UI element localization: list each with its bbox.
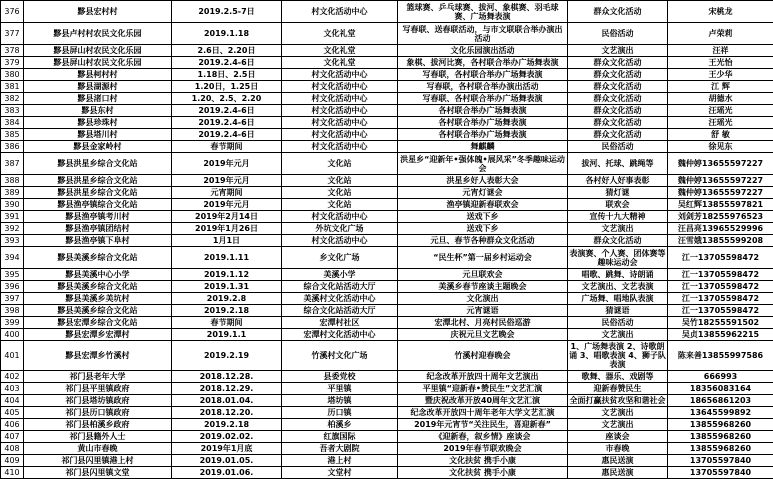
table-row bbox=[1, 153, 773, 175]
content-cell: 纪念改革开放四十周年老年大学文艺汇演 bbox=[398, 407, 568, 419]
contact-cell: 徐见东 bbox=[668, 141, 773, 153]
content-cell: “民生杯”第一届乡村运动会 bbox=[398, 247, 568, 269]
table-row bbox=[1, 383, 773, 395]
table-row bbox=[1, 341, 773, 371]
date-cell: 2.6日、2.20日 bbox=[172, 45, 282, 57]
activity-type-cell: 联欢会 bbox=[568, 199, 668, 211]
organizer-cell: 黟县屏山村农民文化乐园 bbox=[24, 45, 172, 57]
organizer-cell: 黟县宏潭乡综合文化站 bbox=[24, 317, 172, 329]
row-number: 400 bbox=[1, 329, 24, 341]
organizer-cell: 黟县美溪乡美坑村 bbox=[24, 293, 172, 305]
row-number: 395 bbox=[1, 269, 24, 281]
date-cell: 2018.12.20. bbox=[172, 407, 282, 419]
contact-cell: 18656861203 bbox=[668, 395, 773, 407]
contact-cell: 吴红辉13855597821 bbox=[668, 199, 773, 211]
date-cell: 2019.2.18 bbox=[172, 419, 282, 431]
table-row bbox=[1, 199, 773, 211]
content-cell: 各村联合举办广场舞表演 bbox=[398, 105, 568, 117]
venue-cell: 文化礼堂 bbox=[282, 23, 398, 45]
row-number: 385 bbox=[1, 129, 24, 141]
row-number: 407 bbox=[1, 431, 24, 443]
contact-cell: 江一13705598472 bbox=[668, 281, 773, 293]
organizer-cell: 黟县渔亭镇下阜村 bbox=[24, 235, 172, 247]
table-row bbox=[1, 57, 773, 69]
content-cell: 文化扶贫 携手小康 bbox=[398, 455, 568, 467]
row-number: 393 bbox=[1, 235, 24, 247]
organizer-cell: 黟县湖源村 bbox=[24, 81, 172, 93]
activity-type-cell: 群众文化活动 bbox=[568, 105, 668, 117]
activity-type-cell: 群众文化活动 bbox=[568, 69, 668, 81]
venue-cell: 塔坊镇 bbox=[282, 395, 398, 407]
row-number: 386 bbox=[1, 141, 24, 153]
date-cell: 2019.2.4-6日 bbox=[172, 117, 282, 129]
row-number: 378 bbox=[1, 45, 24, 57]
date-cell: 2019.2.4-6日 bbox=[172, 105, 282, 117]
content-cell: 竹溪村迎春晚会 bbox=[398, 341, 568, 371]
organizer-cell: 祁门县老年大学 bbox=[24, 371, 172, 383]
row-number: 397 bbox=[1, 293, 24, 305]
table-row bbox=[1, 371, 773, 383]
activity-type-cell: 群众文化活动 bbox=[568, 1, 668, 23]
row-number: 406 bbox=[1, 419, 24, 431]
table-row bbox=[1, 23, 773, 45]
content-cell: 文化乐园演出活动 bbox=[398, 45, 568, 57]
row-number: 402 bbox=[1, 371, 24, 383]
table-row bbox=[1, 69, 773, 81]
organizer-cell: 黟县美溪乡综合文化站 bbox=[24, 281, 172, 293]
activity-type-cell: 文艺演出 bbox=[568, 419, 668, 431]
date-cell: 2018.01.04. bbox=[172, 395, 282, 407]
date-cell: 2019.2.19 bbox=[172, 341, 282, 371]
contact-cell: 汪雪娥13855599208 bbox=[668, 235, 773, 247]
activity-type-cell: 市春晚 bbox=[568, 443, 668, 455]
date-cell: 2019.01.06. bbox=[172, 467, 282, 479]
organizer-cell: 祁门县塔坊镇政府 bbox=[24, 395, 172, 407]
table-row bbox=[1, 187, 773, 199]
date-cell: 2019.1.18 bbox=[172, 23, 282, 45]
row-number: 409 bbox=[1, 455, 24, 467]
date-cell: 2018.12.29. bbox=[172, 383, 282, 395]
row-number: 392 bbox=[1, 223, 24, 235]
venue-cell: 外坑文化广场 bbox=[282, 223, 398, 235]
activity-type-cell: 民俗活动 bbox=[568, 317, 668, 329]
venue-cell: 平里镇 bbox=[282, 383, 398, 395]
organizer-cell: 黟县渔亭镇综合文化站 bbox=[24, 199, 172, 211]
content-cell: 2019年元宵节“关注民生，喜迎新春” bbox=[398, 419, 568, 431]
content-cell: 洪星乡“迎新年•强体魄•展风采”冬季趣味运动会 bbox=[398, 153, 568, 175]
activity-type-cell: 1、广场舞表演 2、诗歌朗诵 3、唱歌表演 4、狮子队表演 bbox=[568, 341, 668, 371]
venue-cell: 村文化活动中心 bbox=[282, 211, 398, 223]
date-cell: 2019.01.05. bbox=[172, 455, 282, 467]
row-number: 399 bbox=[1, 317, 24, 329]
table-row bbox=[1, 247, 773, 269]
date-cell: 1.18日、2.5日 bbox=[172, 69, 282, 81]
table-row bbox=[1, 129, 773, 141]
organizer-cell: 祁门县柏溪乡政府 bbox=[24, 419, 172, 431]
content-cell: 送戏下乡 bbox=[398, 223, 568, 235]
activity-type-cell: 群众文化活动 bbox=[568, 57, 668, 69]
table-row bbox=[1, 269, 773, 281]
venue-cell: 文堂村 bbox=[282, 467, 398, 479]
activity-type-cell: 广场舞、唱地队表演 bbox=[568, 293, 668, 305]
venue-cell: 历口镇 bbox=[282, 407, 398, 419]
activity-type-cell: 唱歌、跳舞、诗朗诵 bbox=[568, 269, 668, 281]
activity-type-cell: 民俗活动 bbox=[568, 141, 668, 153]
content-cell: 元宵灯谜会 bbox=[398, 187, 568, 199]
row-number: 394 bbox=[1, 247, 24, 269]
organizer-cell: 黟县卢村村农民文化乐园 bbox=[24, 23, 172, 45]
venue-cell: 红旗国际 bbox=[282, 431, 398, 443]
table-row bbox=[1, 45, 773, 57]
table-row bbox=[1, 117, 773, 129]
row-number: 401 bbox=[1, 341, 24, 371]
organizer-cell: 黟县宏潭乡竹溪村 bbox=[24, 341, 172, 371]
date-cell: 2019.2.8 bbox=[172, 293, 282, 305]
date-cell: 2019.1.11 bbox=[172, 247, 282, 269]
contact-cell: 宋桃龙 bbox=[668, 1, 773, 23]
activity-type-cell: 猜灯谜 bbox=[568, 187, 668, 199]
table-row bbox=[1, 281, 773, 293]
contact-cell: 刘剑芳18255976523 bbox=[668, 211, 773, 223]
table-row bbox=[1, 93, 773, 105]
organizer-cell: 祁门县籍外人士 bbox=[24, 431, 172, 443]
venue-cell: 文化站 bbox=[282, 187, 398, 199]
contact-cell: 汪瑶光 bbox=[668, 105, 773, 117]
activity-type-cell: 表演赛、个人赛、团体赛等趣味运动会 bbox=[568, 247, 668, 269]
content-cell: 写春联，各村联合举办演出活动 bbox=[398, 81, 568, 93]
date-cell: 2019.1.1 bbox=[172, 329, 282, 341]
organizer-cell: 黟县珍珠村 bbox=[24, 117, 172, 129]
date-cell: 2019.2.4-6日 bbox=[172, 57, 282, 69]
venue-cell: 村文化活动中心 bbox=[282, 117, 398, 129]
row-number: 391 bbox=[1, 211, 24, 223]
contact-cell: 魏仲婷13655597227 bbox=[668, 175, 773, 187]
date-cell: 2019.2.4-6日 bbox=[172, 129, 282, 141]
contact-cell: 卢荣莉 bbox=[668, 23, 773, 45]
venue-cell: 村文化活动中心 bbox=[282, 235, 398, 247]
row-number: 376 bbox=[1, 1, 24, 23]
contact-cell: 13645599892 bbox=[668, 407, 773, 419]
organizer-cell: 祁门县闪里镇文堂 bbox=[24, 467, 172, 479]
activity-type-cell: 座谈会 bbox=[568, 431, 668, 443]
venue-cell: 文化站 bbox=[282, 175, 398, 187]
row-number: 390 bbox=[1, 199, 24, 211]
contact-cell: 王光怡 bbox=[668, 57, 773, 69]
date-cell: 春节期间 bbox=[172, 141, 282, 153]
activity-type-cell: 文艺演出 bbox=[568, 329, 668, 341]
row-number: 384 bbox=[1, 117, 24, 129]
contact-cell: 胡德水 bbox=[668, 93, 773, 105]
contact-cell: 陈来善13855997586 bbox=[668, 341, 773, 371]
content-cell: 篮球赛、乒乓球赛、拔河、象棋赛、羽毛球赛、广场舞表演 bbox=[398, 1, 568, 23]
date-cell: 2019年元月 bbox=[172, 153, 282, 175]
row-number: 398 bbox=[1, 305, 24, 317]
venue-cell: 村文化活动中心 bbox=[282, 141, 398, 153]
table-row bbox=[1, 223, 773, 235]
table-row bbox=[1, 431, 773, 443]
venue-cell: 村文化活动中心 bbox=[282, 129, 398, 141]
organizer-cell: 黟县美溪乡综合文化站 bbox=[24, 247, 172, 269]
content-cell: 写春联、各村联合举办广场舞表演 bbox=[398, 93, 568, 105]
date-cell: 2019年元月 bbox=[172, 175, 282, 187]
row-number: 403 bbox=[1, 383, 24, 395]
organizer-cell: 黟县洪星乡综合文化站 bbox=[24, 153, 172, 175]
date-cell: 2019年1月26日 bbox=[172, 223, 282, 235]
date-cell: 2019.2.18 bbox=[172, 305, 282, 317]
content-cell: 各村联合举办广场舞表演 bbox=[398, 117, 568, 129]
content-cell: 文化扶贫 携手小康 bbox=[398, 467, 568, 479]
organizer-cell: 黟县渔亭镇团结村 bbox=[24, 223, 172, 235]
date-cell: 2019年1月底 bbox=[172, 443, 282, 455]
content-cell: 2019年春节联欢晚会 bbox=[398, 443, 568, 455]
organizer-cell: 黟县渔亭镇考川村 bbox=[24, 211, 172, 223]
contact-cell: 666993 bbox=[668, 371, 773, 383]
organizer-cell: 黟县洪星乡综合文化站 bbox=[24, 187, 172, 199]
contact-cell: 江一13705598472 bbox=[668, 293, 773, 305]
venue-cell: 宏潭村社区 bbox=[282, 317, 398, 329]
activity-type-cell: 文艺演出 bbox=[568, 223, 668, 235]
venue-cell: 村文化活动中心 bbox=[282, 105, 398, 117]
organizer-cell: 黟县渚口村 bbox=[24, 93, 172, 105]
date-cell: 2019年元月 bbox=[172, 199, 282, 211]
date-cell: 1.20日，1.25日 bbox=[172, 81, 282, 93]
venue-cell: 村文化活动中心 bbox=[282, 1, 398, 23]
venue-cell: 文化站 bbox=[282, 199, 398, 211]
date-cell: 元宵期间 bbox=[172, 187, 282, 199]
activity-type-cell: 歌舞、器乐、戏剧等 bbox=[568, 371, 668, 383]
contact-cell: 江 辉 bbox=[668, 81, 773, 93]
activity-type-cell: 群众文化活动 bbox=[568, 235, 668, 247]
venue-cell: 村文化活动中心 bbox=[282, 81, 398, 93]
date-cell: 2019.02.02. bbox=[172, 431, 282, 443]
organizer-cell: 黟县宏村村 bbox=[24, 1, 172, 23]
organizer-cell: 黟县美溪中心小学 bbox=[24, 269, 172, 281]
content-cell: 纪念改革开放四十周年文艺演出 bbox=[398, 371, 568, 383]
activity-type-cell: 群众文化活动 bbox=[568, 93, 668, 105]
table-row bbox=[1, 105, 773, 117]
content-cell: 渔亭镇迎新春联欢会 bbox=[398, 199, 568, 211]
contact-cell: 魏仲婷13655597227 bbox=[668, 153, 773, 175]
table-row bbox=[1, 407, 773, 419]
organizer-cell: 黟县塔川村 bbox=[24, 129, 172, 141]
venue-cell: 综合文化站活动大厅 bbox=[282, 305, 398, 317]
content-cell: 宏潭北村、月亮村民俗巡游 bbox=[398, 317, 568, 329]
row-number: 405 bbox=[1, 407, 24, 419]
venue-cell: 文化礼堂 bbox=[282, 57, 398, 69]
activity-type-cell: 惠民送演 bbox=[568, 455, 668, 467]
table-row bbox=[1, 329, 773, 341]
contact-cell: 江一13705598472 bbox=[668, 269, 773, 281]
venue-cell: 港上村 bbox=[282, 455, 398, 467]
organizer-cell: 祁门县闪里镇港上村 bbox=[24, 455, 172, 467]
organizer-cell: 黟县美溪乡综合文化站 bbox=[24, 305, 172, 317]
table-row bbox=[1, 141, 773, 153]
organizer-cell: 黟县东村 bbox=[24, 105, 172, 117]
contact-cell: 吴竹18255591502 bbox=[668, 317, 773, 329]
activity-type-cell: 全面打赢扶贫攻坚和谐社会 bbox=[568, 395, 668, 407]
content-cell: 洪星乡好人表彰大会 bbox=[398, 175, 568, 187]
content-cell: 元宵谜语 bbox=[398, 305, 568, 317]
organizer-cell: 黟县洪星乡综合文化站 bbox=[24, 175, 172, 187]
venue-cell: 吾者大剧院 bbox=[282, 443, 398, 455]
venue-cell: 美溪小学 bbox=[282, 269, 398, 281]
organizer-cell: 祁门县平里镇政府 bbox=[24, 383, 172, 395]
venue-cell: 综合文化站活动大厅 bbox=[282, 281, 398, 293]
row-number: 380 bbox=[1, 69, 24, 81]
table-row bbox=[1, 317, 773, 329]
content-cell: 庆祝元旦文艺晚会 bbox=[398, 329, 568, 341]
content-cell: 元旦、春节各种群众文化活动 bbox=[398, 235, 568, 247]
organizer-cell: 黟县宏潭乡宏潭村 bbox=[24, 329, 172, 341]
content-cell: 美溪乡春节座谈主题晚会 bbox=[398, 281, 568, 293]
contact-cell: 13855968260 bbox=[668, 419, 773, 431]
table-row bbox=[1, 211, 773, 223]
date-cell: 2018.12.28. bbox=[172, 371, 282, 383]
contact-cell: 汪昌亮13965529996 bbox=[668, 223, 773, 235]
organizer-cell: 黟县柯村村 bbox=[24, 69, 172, 81]
venue-cell: 文化礼堂 bbox=[282, 45, 398, 57]
content-cell: 写春联、送春联活动，与市文联联合举办演出活动 bbox=[398, 23, 568, 45]
contact-cell: 13705597840 bbox=[668, 467, 773, 479]
row-number: 377 bbox=[1, 23, 24, 45]
contact-cell: 王少华 bbox=[668, 69, 773, 81]
row-number: 379 bbox=[1, 57, 24, 69]
contact-cell: 吴贞13855962215 bbox=[668, 329, 773, 341]
venue-cell: 县委党校 bbox=[282, 371, 398, 383]
table-row bbox=[1, 395, 773, 407]
organizer-cell: 祁门县历口镇政府 bbox=[24, 407, 172, 419]
content-cell: 写春联，各村联合举办广场舞表演 bbox=[398, 69, 568, 81]
contact-cell: 魏仲婷13655597227 bbox=[668, 187, 773, 199]
contact-cell: 江一13705598472 bbox=[668, 305, 773, 317]
contact-cell: 汪瑶光 bbox=[668, 117, 773, 129]
activity-type-cell: 惠民送演 bbox=[568, 467, 668, 479]
table-row bbox=[1, 81, 773, 93]
date-cell: 1.20、2.5、2.20 bbox=[172, 93, 282, 105]
content-cell: 象棋、拔河比赛，各村联合举办广场舞表演 bbox=[398, 57, 568, 69]
date-cell: 2019.1.31 bbox=[172, 281, 282, 293]
activity-type-cell: 群众文化活动 bbox=[568, 117, 668, 129]
table-row bbox=[1, 467, 773, 479]
row-number: 389 bbox=[1, 187, 24, 199]
venue-cell: 柏溪乡 bbox=[282, 419, 398, 431]
content-cell: 舞麒麟 bbox=[398, 141, 568, 153]
organizer-cell: 黟县金家岭村 bbox=[24, 141, 172, 153]
content-cell: 暨庆祝改革开放40周年文艺汇演 bbox=[398, 395, 568, 407]
table-body bbox=[1, 1, 773, 479]
table-row bbox=[1, 175, 773, 187]
date-cell: 1月1日 bbox=[172, 235, 282, 247]
activity-type-cell: 各村好人好事表彰 bbox=[568, 175, 668, 187]
row-number: 381 bbox=[1, 81, 24, 93]
table-row bbox=[1, 293, 773, 305]
activity-type-cell: 文艺演出 bbox=[568, 407, 668, 419]
table-row bbox=[1, 1, 773, 23]
table-row bbox=[1, 443, 773, 455]
activity-type-cell: 文艺演出、文艺表演 bbox=[568, 281, 668, 293]
date-cell: 春节期间 bbox=[172, 317, 282, 329]
activity-type-cell: 宣传十九大精神 bbox=[568, 211, 668, 223]
activity-type-cell: 拔河、托球、跳绳等 bbox=[568, 153, 668, 175]
contact-cell: 13705597840 bbox=[668, 455, 773, 467]
content-cell: 元旦联欢会 bbox=[398, 269, 568, 281]
activity-type-cell: 群众文化活动 bbox=[568, 81, 668, 93]
date-cell: 2019.1.12 bbox=[172, 269, 282, 281]
row-number: 410 bbox=[1, 467, 24, 479]
table-row bbox=[1, 235, 773, 247]
contact-cell: 舒 敏 bbox=[668, 129, 773, 141]
content-cell: 《迎新春，叙乡情》座谈会 bbox=[398, 431, 568, 443]
contact-cell: 18356083164 bbox=[668, 383, 773, 395]
activity-type-cell: 迎新春赞民生 bbox=[568, 383, 668, 395]
content-cell: 平里镇“迎新春•赞民生”文艺汇演 bbox=[398, 383, 568, 395]
row-number: 404 bbox=[1, 395, 24, 407]
contact-cell: 江一13705598472 bbox=[668, 247, 773, 269]
row-number: 387 bbox=[1, 153, 24, 175]
venue-cell: 竹溪村文化广场 bbox=[282, 341, 398, 371]
date-cell: 2019.2.5-7日 bbox=[172, 1, 282, 23]
row-number: 396 bbox=[1, 281, 24, 293]
organizer-cell: 黟县屏山村农民文化乐园 bbox=[24, 57, 172, 69]
row-number: 383 bbox=[1, 105, 24, 117]
activity-type-cell: 文艺演出 bbox=[568, 45, 668, 57]
venue-cell: 村文化活动中心 bbox=[282, 69, 398, 81]
activity-type-cell: 民俗活动 bbox=[568, 23, 668, 45]
activity-type-cell: 猜谜语 bbox=[568, 305, 668, 317]
venue-cell: 乡文化广场 bbox=[282, 247, 398, 269]
table-row bbox=[1, 455, 773, 467]
activity-type-cell: 群众文化活动 bbox=[568, 129, 668, 141]
venue-cell: 村文化活动中心 bbox=[282, 93, 398, 105]
organizer-cell: 黄山市春晚 bbox=[24, 443, 172, 455]
table-row bbox=[1, 419, 773, 431]
date-cell: 2019年2月14日 bbox=[172, 211, 282, 223]
venue-cell: 文化站 bbox=[282, 153, 398, 175]
row-number: 408 bbox=[1, 443, 24, 455]
venue-cell: 美溪村文化活动中心 bbox=[282, 293, 398, 305]
contact-cell: 13855968260 bbox=[668, 431, 773, 443]
content-cell: 文化演出 bbox=[398, 293, 568, 305]
content-cell: 送戏下乡 bbox=[398, 211, 568, 223]
content-cell: 各村联合举办广场舞表演 bbox=[398, 129, 568, 141]
venue-cell: 宏潭村文化活动中心 bbox=[282, 329, 398, 341]
contact-cell: 汪祥 bbox=[668, 45, 773, 57]
row-number: 388 bbox=[1, 175, 24, 187]
row-number: 382 bbox=[1, 93, 24, 105]
table-row bbox=[1, 305, 773, 317]
contact-cell: 13855968260 bbox=[668, 443, 773, 455]
